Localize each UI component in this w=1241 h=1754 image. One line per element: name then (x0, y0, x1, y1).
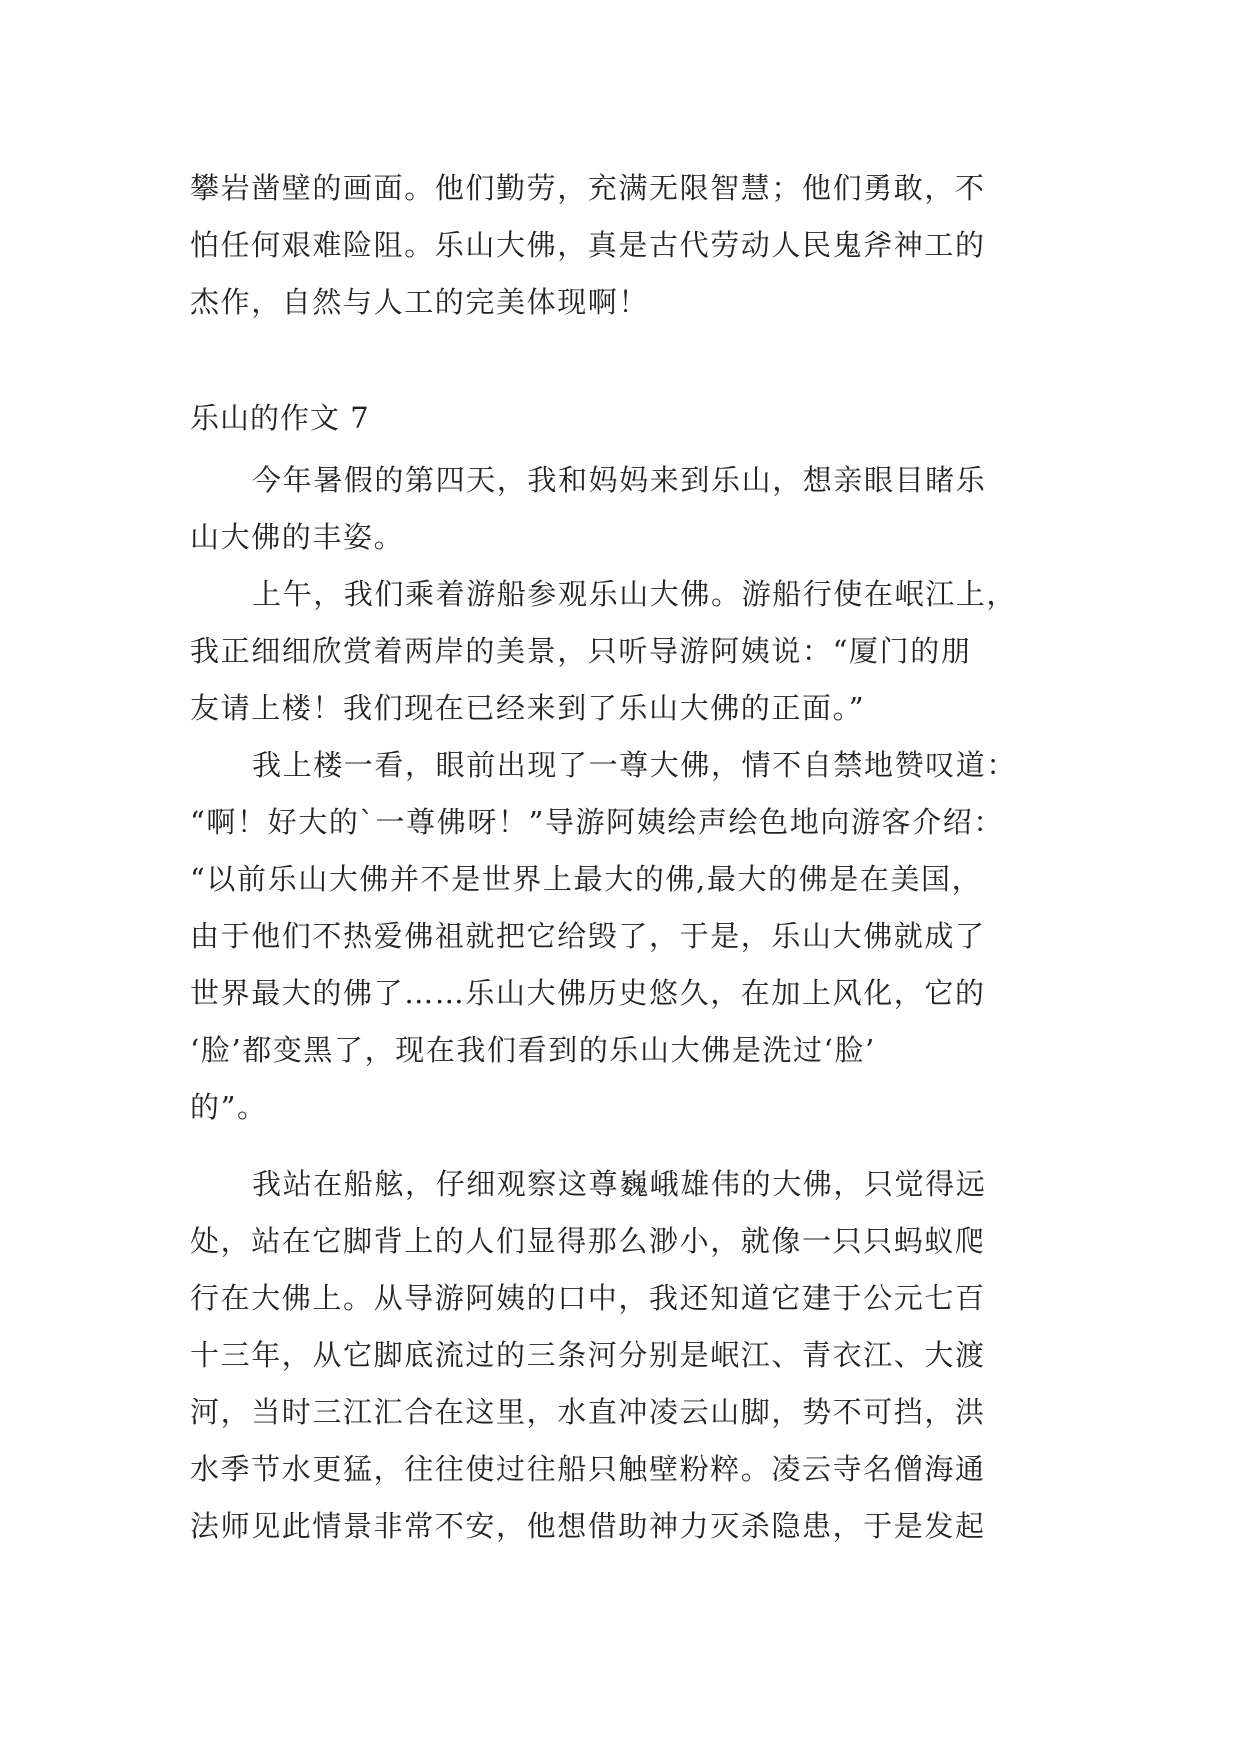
text-line: “啊！好大的`一尊佛呀！”导游阿姨绘声绘色地向游客介绍： (190, 805, 1004, 839)
text-line: 怕任何艰难险阻。乐山大佛，真是古代劳动人民鬼斧神工的 (190, 228, 986, 262)
text-line: 我上楼一看，眼前出现了一尊大佛，情不自禁地赞叹道： (252, 748, 1018, 782)
paragraph-gap (190, 1136, 1050, 1156)
text-line: ‘脸’都变黑了，现在我们看到的乐山大佛是洗过‘脸’ (190, 1033, 876, 1067)
paragraph-2 (190, 566, 1050, 737)
text-line: 今年暑假的第四天，我和妈妈来到乐山，想亲眼目睹乐 (252, 463, 987, 497)
paragraph-3 (190, 737, 1050, 1136)
text-line: 上午，我们乘着游船参观乐山大佛。游船行使在岷江上， (252, 577, 1018, 611)
text-line: 攀岩凿壁的画面。他们勤劳，充满无限智慧；他们勇敢，不 (190, 171, 986, 205)
text-line: 我正细细欣赏着两岸的美景，只听导游阿姨说：“厦门的朋 (190, 634, 972, 668)
text-line: 的”。 (190, 1090, 268, 1124)
text-line: 河，当时三江汇合在这里，水直冲凌云山脚，势不可挡，洪 (190, 1395, 986, 1429)
text-line: 友请上楼！我们现在已经来到了乐山大佛的正面。” (190, 691, 866, 725)
paragraph-4 (190, 1156, 1050, 1555)
text-line: 世界最大的佛了……乐山大佛历史悠久，在加上风化，它的 (190, 976, 986, 1010)
text-line: 法师见此情景非常不安，他想借助神力灭杀隐患，于是发起 (190, 1509, 986, 1543)
intro-paragraph (190, 160, 1050, 331)
text-line: 我站在船舷，仔细观察这尊巍峨雄伟的大佛，只觉得远 (252, 1167, 987, 1201)
section-heading: 乐山的作文 7 (190, 401, 370, 435)
text-line: “以前乐山大佛并不是世界上最大的佛,最大的佛是在美国， (190, 862, 983, 896)
text-line: 杰作，自然与人工的完美体现啊！ (190, 285, 650, 319)
essay-body (190, 452, 1050, 1555)
text-line: 十三年，从它脚底流过的三条河分别是岷江、青衣江、大渡 (190, 1338, 986, 1372)
text-line: 山大佛的丰姿。 (190, 520, 405, 554)
text-line: 水季节水更猛，往往使过往船只触壁粉粹。凌云寺名僧海通 (190, 1452, 986, 1486)
text-line: 由于他们不热爱佛祖就把它给毁了，于是，乐山大佛就成了 (190, 919, 986, 953)
text-line: 行在大佛上。从导游阿姨的口中，我还知道它建于公元七百 (190, 1281, 986, 1315)
text-line: 处，站在它脚背上的人们显得那么渺小，就像一只只蚂蚁爬 (190, 1224, 986, 1258)
paragraph-1 (190, 452, 1050, 566)
